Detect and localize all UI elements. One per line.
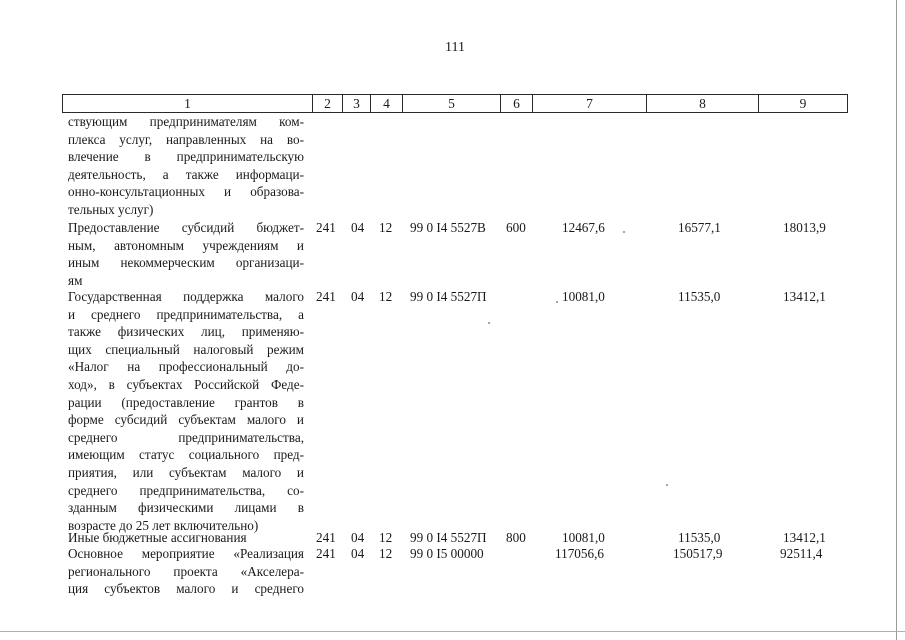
row-description-line: деятельность, а также информаци-: [68, 166, 304, 182]
row-description-line: онно-консультационных и образова-: [68, 184, 304, 200]
row-description-line: «Налог на профессиональный до-: [68, 359, 304, 375]
cell-col-8: 11535,0: [678, 289, 721, 304]
header-col-5: 5: [403, 95, 501, 112]
row-description-line: рации (предоставление грантов в: [68, 394, 304, 410]
cell-col-4: 12: [379, 289, 393, 304]
row-description: [68, 219, 304, 289]
row-description-line: иным некоммерческим организаци-: [68, 255, 304, 271]
row-description-line: приятия, или субъектам малого и: [68, 464, 304, 480]
header-col-2: 2: [313, 95, 343, 112]
scan-speck: [623, 231, 625, 233]
scan-speck: [488, 322, 490, 324]
row-description-line: плекса услуг, направленных на во-: [68, 131, 304, 147]
cell-col-7: 117056,6: [555, 546, 604, 561]
header-col-7: 7: [533, 95, 647, 112]
header-col-9: 9: [799, 96, 807, 111]
cell-col-9: 18013,9: [783, 220, 826, 235]
row-description-line: ция субъектов малого и среднего: [68, 581, 304, 597]
scan-speck: [556, 301, 558, 303]
cell-col-4: 12: [379, 530, 393, 545]
cell-col-7: 12467,6: [562, 220, 605, 235]
cell-col-3: 04: [351, 530, 365, 545]
row-description-line: среднего предпринимательства,: [68, 429, 304, 445]
row-description-line: и среднего предпринимательства, а: [68, 306, 304, 322]
cell-col-2: 241: [316, 530, 336, 545]
scan-speck: [666, 484, 668, 486]
cell-col-5: 99 0 I4 5527П: [410, 289, 487, 304]
cell-col-9: 13412,1: [783, 530, 826, 545]
row-description-line: также физических лиц, применяю-: [68, 324, 304, 340]
cell-col-3: 04: [351, 546, 365, 561]
cell-col-5: 99 0 I5 00000: [410, 546, 484, 561]
cell-col-7: 10081,0: [562, 289, 605, 304]
page-edge-right: [896, 0, 897, 640]
row-description-line: регионального проекта «Акселера-: [68, 563, 304, 579]
cell-col-8: 150517,9: [673, 546, 723, 561]
cell-col-4: 12: [379, 220, 393, 235]
cell-col-6: 600: [506, 220, 526, 235]
cell-col-3: 04: [351, 220, 365, 235]
row-description-line: Основное мероприятие «Реализация: [68, 546, 304, 561]
row-description-line: форме субсидий субъектам малого и: [68, 412, 304, 428]
row-description-line: Иные бюджетные ассигнования: [68, 530, 247, 545]
row-description-line: тельных услуг): [68, 201, 154, 217]
row-description-line: среднего предпринимательства, со-: [68, 482, 304, 498]
cell-col-4: 12: [379, 546, 393, 561]
cell-col-8: 11535,0: [678, 530, 721, 545]
table-header: [62, 94, 848, 113]
cell-col-7: 10081,0: [562, 530, 605, 545]
page-number: 111: [445, 40, 465, 55]
row-description-line: ным, автономным учреждениям и: [68, 237, 304, 253]
row-description-line: возрасте до 25 лет включительно): [68, 517, 259, 533]
cell-col-5: 99 0 I4 5527П: [410, 530, 487, 545]
row-description-line: зданным физическими лицами в: [68, 500, 304, 516]
page-edge-bottom: [0, 631, 905, 632]
header-col-8: 8: [647, 95, 759, 112]
row-description: [68, 288, 304, 534]
cell-col-2: 241: [316, 220, 336, 235]
header-col-1: 1: [63, 95, 313, 112]
row-description-line: имеющим статус социального пред-: [68, 447, 304, 463]
cell-col-9: 92511,4: [780, 546, 823, 561]
row-description: [68, 113, 304, 219]
row-description-line: ход», в субъектах Российской Феде-: [68, 376, 304, 392]
row-description: [68, 545, 304, 598]
row-description-line: щих специальный налоговый режим: [68, 341, 304, 357]
header-col-6: 6: [501, 95, 533, 112]
row-description-line: влечение в предпринимательскую: [68, 149, 304, 165]
cell-col-6: 800: [506, 530, 526, 545]
cell-col-3: 04: [351, 289, 365, 304]
cell-col-5: 99 0 I4 5527В: [410, 220, 486, 235]
header-col-4: 4: [371, 95, 403, 112]
row-description-line: Предоставление субсидий бюджет-: [68, 220, 304, 235]
cell-col-9: 13412,1: [783, 289, 826, 304]
cell-col-8: 16577,1: [678, 220, 721, 235]
row-description-line: ствующим предпринимателям ком-: [68, 114, 304, 129]
row-description-line: Государственная поддержка малого: [68, 289, 304, 304]
row-description-line: ям: [68, 272, 83, 288]
cell-col-2: 241: [316, 546, 336, 561]
header-col-3: 3: [343, 95, 371, 112]
row-description: [68, 529, 304, 547]
cell-col-2: 241: [316, 289, 336, 304]
